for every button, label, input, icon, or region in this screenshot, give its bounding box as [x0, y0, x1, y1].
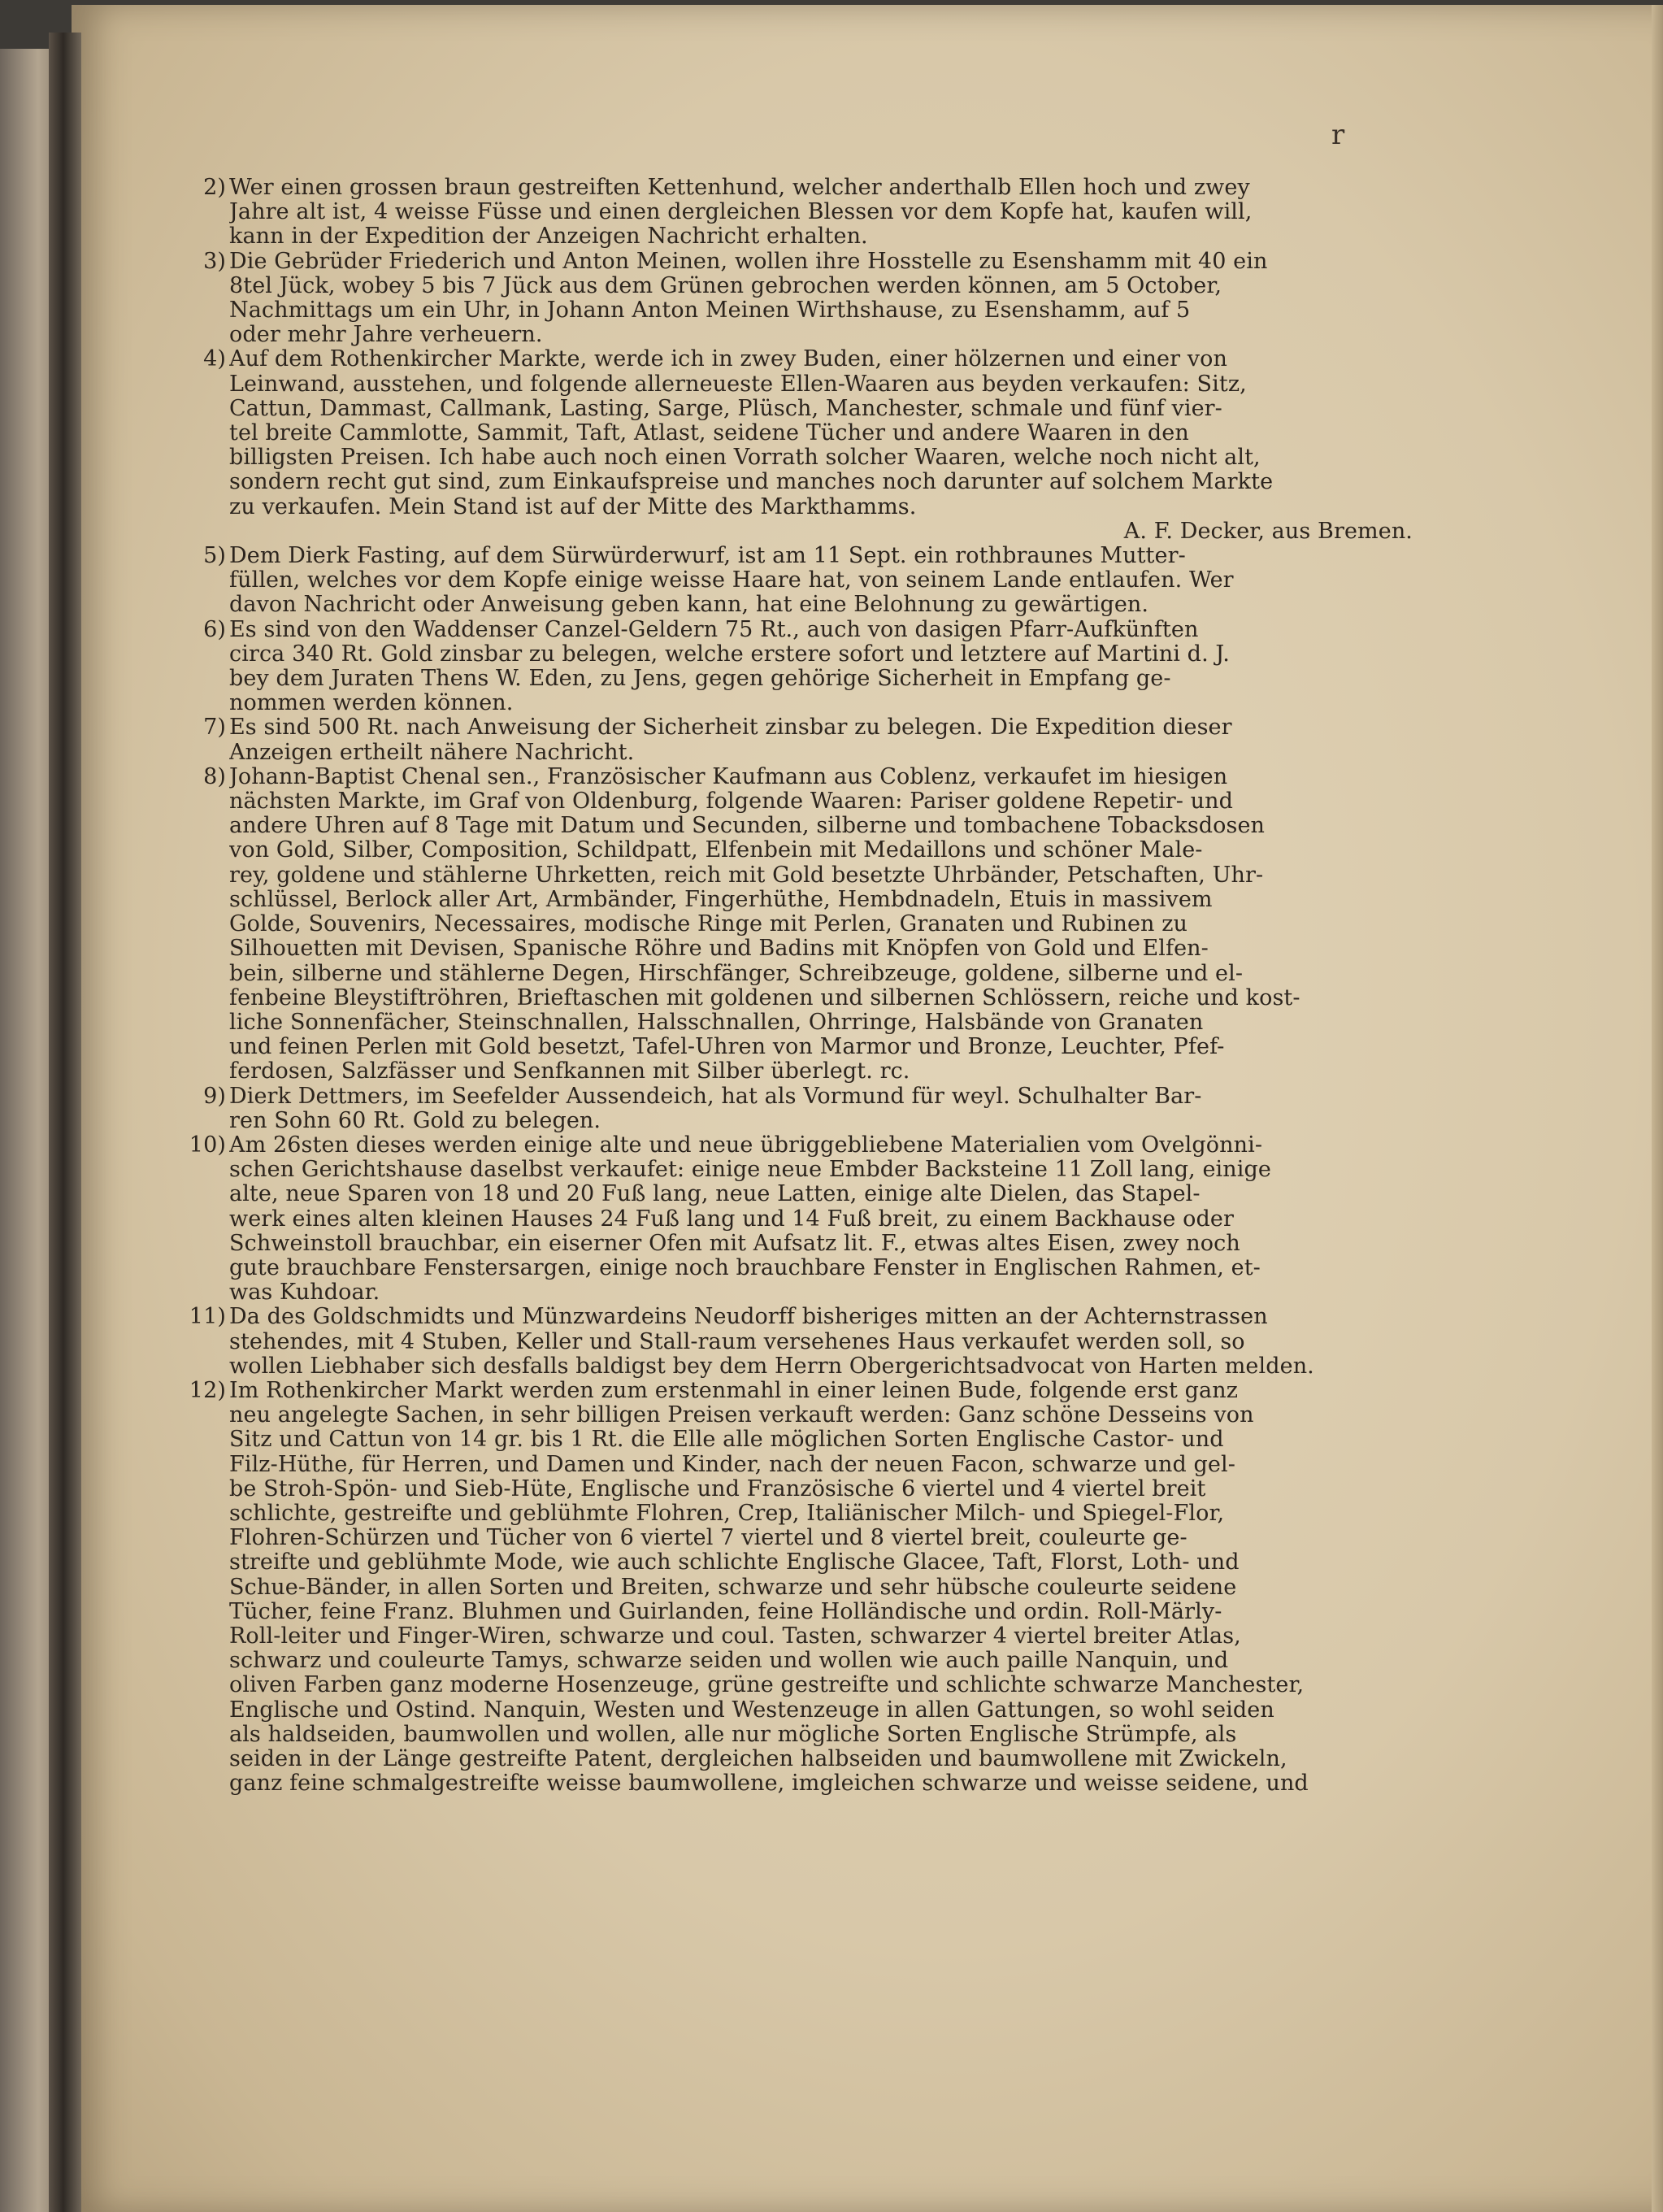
text-line: Es sind 500 Rt. nach Anweisung der Sicherheit zinsbar zu belegen. Die Expedition dieser: [229, 715, 1232, 741]
text-line: streifte und geblühmte Mode, wie auch schlichte Englische Glacee, Taft, Florst, Loth- und: [229, 1550, 1240, 1575]
text-line: wollen Liebhaber sich desfalls baldigst bey dem Herrn Obergerichtsadvocat von Harten melden.: [229, 1354, 1314, 1379]
text-line: nommen werden können.: [229, 691, 514, 716]
text-line: Im Rothenkircher Markt werden zum erstenmahl in einer leinen Bude, folgende erst ganz: [229, 1378, 1239, 1403]
text-line: schlichte, gestreifte und geblühmte Flohren, Crep, Italiänischer Milch- und Spiegel-Flor,: [229, 1501, 1225, 1526]
text-line: füllen, welches vor dem Kopfe einige weisse Haare hat, von seinem Lande entlaufen. Wer: [229, 568, 1234, 593]
text-line: Johann-Baptist Chenal sen., Französischer Kaufmann aus Coblenz, verkaufet im hiesigen: [229, 764, 1228, 789]
text-line: sondern recht gut sind, zum Einkaufspreise und manches noch darunter auf solchem Markte: [229, 470, 1274, 495]
text-line: Silhouetten mit Devisen, Spanische Röhre und Badins mit Knöpfen von Gold und Elfen-: [229, 937, 1209, 962]
text-line: fenbeine Bleystiftröhren, Brieftaschen mit goldenen und silbernen Schlössern, reiche und kost-: [229, 985, 1300, 1010]
text-line: bey dem Juraten Thens W. Eden, zu Jens, gegen gehörige Sicherheit in Empfang ge-: [229, 667, 1171, 692]
text-line: werk eines alten kleinen Hauses 24 Fuß lang und 14 Fuß breit, zu einem Backhause oder: [229, 1206, 1234, 1232]
text-line: Golde, Souvenirs, Necessaires, modische Ringe mit Perlen, Granaten und Rubinen zu: [229, 912, 1188, 937]
text-line: Dierk Dettmers, im Seefelder Aussendeich, hat als Vormund für weyl. Schulhalter Bar-: [229, 1084, 1202, 1109]
text-line: Es sind von den Waddenser Canzel-Geldern 75 Rt., auch von dasigen Pfarr-Aufkünften: [229, 617, 1199, 642]
text-line: Schue-Bänder, in allen Sorten und Breiten, schwarze und sehr hübsche couleurte seidene: [229, 1575, 1237, 1600]
notice-entry: [177, 765, 1445, 1084]
text-line: liche Sonnenfächer, Steinschnallen, Halsschnallen, Ohrringe, Halsbände von Granaten: [229, 1010, 1204, 1035]
entry-number: 12): [189, 1377, 226, 1403]
entry-number: 10): [189, 1132, 226, 1158]
notice-entry: [177, 544, 1445, 618]
text-line: kann in der Expedition der Anzeigen Nachricht erhalten.: [229, 224, 868, 250]
text-line: Tücher, feine Franz. Bluhmen und Guirlanden, feine Holländische und ordin. Roll-Märly-: [229, 1599, 1222, 1624]
text-line: seiden in der Länge gestreifte Patent, dergleichen halbseiden und baumwollene mit Zwickeln,: [229, 1747, 1287, 1771]
text-line: Sitz und Cattun von 14 gr. bis 1 Rt. die Elle alle möglichen Sorten Englische Castor- und: [229, 1428, 1224, 1453]
text-line: Anzeigen ertheilt nähere Nachricht.: [229, 740, 635, 765]
text-line: andere Uhren auf 8 Tage mit Datum und Secunden, silberne und tombachene Tobacksdosen: [229, 814, 1266, 839]
notice-entry: [177, 715, 1445, 764]
text-line: oder mehr Jahre verheuern.: [229, 323, 543, 348]
text-line: Roll-leiter und Finger-Wiren, schwarze und coul. Tasten, schwarzer 4 viertel breiter Atlas,: [229, 1623, 1241, 1649]
text-line: und feinen Perlen mit Gold besetzt, Tafel-Uhren von Marmor und Bronze, Leuchter, Pfef-: [229, 1035, 1225, 1060]
text-line: schwarz und couleurte Tamys, schwarze seiden und wollen wie auch paille Nanquin, und: [229, 1649, 1229, 1674]
entry-number: 7): [203, 715, 226, 741]
entry-number: 6): [203, 616, 226, 642]
text-line: gute brauchbare Fenstersargen, einige noch brauchbare Fenster in Englischen Rahmen, et-: [229, 1255, 1261, 1280]
notice-entry: [177, 1133, 1445, 1305]
notice-entry: [177, 347, 1445, 544]
printed-page: [72, 5, 1663, 2212]
entry-number: 2): [203, 175, 226, 200]
text-line: circa 340 Rt. Gold zinsbar zu belegen, welche erstere sofort und letztere auf Martini d. J.: [229, 641, 1230, 667]
text-line: ganz feine schmalgestreifte weisse baumwollene, imgleichen schwarze und weisse seidene, und: [229, 1771, 1309, 1797]
text-line: billigsten Preisen. Ich habe auch noch einen Vorrath solcher Waaren, welche noch nicht alt,: [229, 445, 1261, 471]
text-line: schlüssel, Berlock aller Art, Armbänder, Fingerhüthe, Hembdnadeln, Etuis in massivem: [229, 887, 1213, 912]
text-line: be Stroh-Spön- und Sieb-Hüte, Englische und Französische 6 viertel und 4 viertel breit: [229, 1476, 1206, 1501]
notice-entry: [177, 618, 1445, 716]
text-line: Da des Goldschmidts und Münzwardeins Neudorff bisheriges mitten an der Achternstrassen: [229, 1305, 1268, 1330]
text-line: stehendes, mit 4 Stuben, Keller und Stall-raum versehenes Haus verkaufet werden soll, so: [229, 1329, 1245, 1354]
notice-entry: [177, 1084, 1445, 1133]
text-line: Jahre alt ist, 4 weisse Füsse und einen dergleichen Blessen vor dem Kopfe hat, kaufen will,: [229, 200, 1253, 225]
text-line: rey, goldene und stählerne Uhrketten, reich mit Gold besetzte Uhrbänder, Petschaften, Uhr-: [229, 863, 1264, 888]
text-line: neu angelegte Sachen, in sehr billigen Preisen verkauft werden: Ganz schöne Desseins von: [229, 1403, 1254, 1428]
text-line: tel breite Cammlotte, Sammit, Taft, Atlast, seidene Tücher und andere Waaren in den: [229, 421, 1189, 446]
text-line: Schweinstoll brauchbar, ein eiserner Ofen mit Aufsatz lit. F., etwas altes Eisen, zwey noch: [229, 1231, 1240, 1256]
notice-entry: [177, 1305, 1445, 1379]
text-line: davon Nachricht oder Anweisung geben kann, hat eine Belohnung zu gewärtigen.: [229, 593, 1149, 618]
text-line: von Gold, Silber, Composition, Schildpatt, Elfenbein mit Medaillons und schöner Male-: [229, 838, 1203, 863]
notice-entry: [177, 1379, 1445, 1796]
corner-mark: r: [1331, 119, 1345, 151]
page-text: [177, 176, 1445, 1796]
text-line: schen Gerichtshause daselbst verkaufet: einige neue Embder Backsteine 11 Zoll lang, einige: [229, 1158, 1271, 1183]
page-edge: [1652, 5, 1663, 2212]
text-line: was Kuhdoar.: [229, 1280, 380, 1306]
text-line: bein, silberne und stählerne Degen, Hirschfänger, Schreibzeuge, goldene, silberne und el-: [229, 961, 1244, 986]
entry-number: 9): [203, 1083, 226, 1109]
text-line: Cattun, Dammast, Callmank, Lasting, Sarge, Plüsch, Manchester, schmale und fünf vier-: [229, 396, 1222, 421]
notice-entry: [177, 176, 1445, 250]
entry-number: 3): [203, 248, 226, 274]
entry-number: 8): [203, 763, 226, 789]
text-line: Am 26sten dieses werden einige alte und neue übriggebliebene Materialien vom Ovelgönni-: [229, 1132, 1263, 1158]
text-line: zu verkaufen. Mein Stand ist auf der Mitte des Markthamms.: [229, 494, 917, 519]
text-line: Leinwand, ausstehen, und folgende allerneueste Ellen-Waaren aus beyden verkaufen: Sitz,: [229, 372, 1247, 397]
text-line: Dem Dierk Fasting, auf dem Sürwürderwurf, ist am 11 Sept. ein rothbraunes Mutter-: [229, 544, 1186, 569]
text-line: Die Gebrüder Friederich und Anton Meinen, wollen ihre Hosstelle zu Esenshamm mit 40 ein: [229, 249, 1268, 274]
text-line: Auf dem Rothenkircher Markte, werde ich in zwey Buden, einer hölzernen und einer von: [229, 347, 1227, 372]
text-line: ren Sohn 60 Rt. Gold zu belegen.: [229, 1108, 601, 1133]
book-gutter: [49, 33, 81, 2212]
text-line: Englische und Ostind. Nanquin, Westen und Westenzeuge in allen Gattungen, so wohl seiden: [229, 1697, 1274, 1723]
text-line: ferdosen, Salzfässer und Senfkannen mit Silber überlegt. rc.: [229, 1059, 910, 1084]
text-line: oliven Farben ganz moderne Hosenzeuge, grüne gestreifte und schlichte schwarze Manchester,: [229, 1673, 1305, 1698]
entry-number: 11): [189, 1304, 226, 1330]
text-line: Wer einen grossen braun gestreiften Kettenhund, welcher anderthalb Ellen hoch und zwey: [229, 176, 1250, 200]
notice-entry: [177, 250, 1445, 348]
text-line: als haldseiden, baumwollen und wollen, alle nur mögliche Sorten Englische Strümpfe, als: [229, 1722, 1237, 1747]
text-line: Flohren-Schürzen und Tücher von 6 viertel 7 viertel und 8 viertel breit, couleurte ge-: [229, 1526, 1188, 1551]
text-line: alte, neue Sparen von 18 und 20 Fuß lang, neue Latten, einige alte Dielen, das Stapel-: [229, 1182, 1201, 1207]
entry-number: 5): [203, 543, 226, 569]
text-line: Nachmittags um ein Uhr, in Johann Anton Meinen Wirthshause, zu Esenshamm, auf 5: [229, 298, 1191, 324]
text-line: 8tel Jück, wobey 5 bis 7 Jück aus dem Grünen gebrochen werden können, am 5 October,: [229, 273, 1222, 298]
entry-number: 4): [203, 346, 226, 372]
text-line: nächsten Markte, im Graf von Oldenburg, folgende Waaren: Pariser goldene Repetir- und: [229, 789, 1234, 815]
text-line: Filz-Hüthe, für Herren, und Damen und Kinder, nach der neuen Facon, schwarze und gel-: [229, 1452, 1235, 1477]
signature: A. F. Decker, aus Bremen.: [1123, 519, 1413, 544]
